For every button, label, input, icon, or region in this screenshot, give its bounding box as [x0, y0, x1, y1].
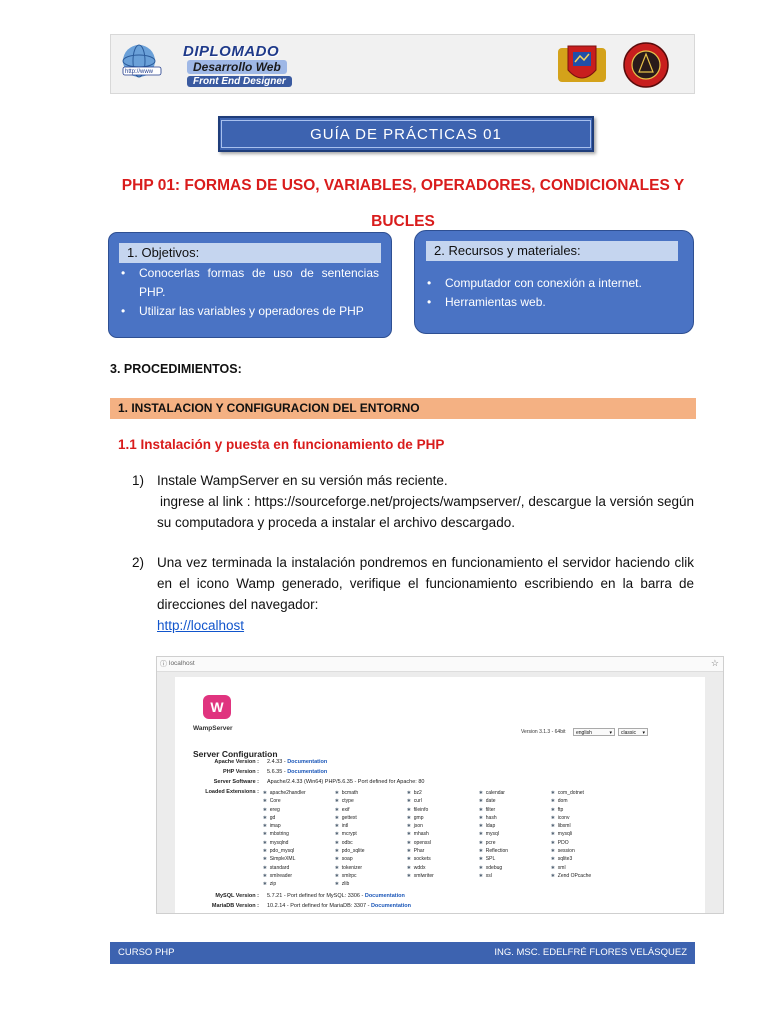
step-text: Instale WampServer en su versión más reciente.	[157, 473, 448, 488]
wampserver-logo-icon: W	[203, 695, 231, 719]
footer-course: CURSO PHP	[118, 947, 175, 958]
extension-column	[263, 789, 335, 889]
list-item: • Herramientas web.	[419, 293, 679, 312]
footer	[110, 942, 695, 964]
extension-item: ✱ apache2handler	[263, 789, 335, 797]
extension-column	[407, 789, 479, 880]
extension-item: ✱ zlib	[335, 880, 407, 888]
address-bar	[157, 657, 723, 672]
extension-item: ✱ Phar	[407, 847, 479, 855]
php-value: 5.6.35 - Documentation	[267, 769, 328, 775]
mysql-label: MySQL Version :	[215, 893, 259, 899]
extension-item: ✱ com_dotnet	[551, 789, 623, 797]
header-line1: DIPLOMADO	[183, 43, 280, 60]
extension-item: ✱ mcrypt	[335, 830, 407, 838]
extension-item: ✱ SimpleXML	[263, 855, 335, 863]
extension-item: ✱ date	[479, 797, 551, 805]
extension-item: ✱ imap	[263, 822, 335, 830]
section-title: 1. INSTALACION Y CONFIGURACION DEL ENTORNO	[118, 401, 420, 415]
extension-item: ✱ fileinfo	[407, 806, 479, 814]
guide-title-box	[218, 116, 594, 152]
step-text: ingrese al link : https://sourceforge.net/projects/wampserver/, descargue la versión según su computadora y proceda a instalar el archivo descargado.	[157, 494, 694, 530]
address-url: localhost	[169, 660, 195, 667]
localhost-link[interactable]: http://localhost	[157, 618, 245, 633]
extension-item: ✱ json	[407, 822, 479, 830]
star-icon: ☆	[710, 658, 719, 668]
version-text: Version 3.1.3 - 64bit	[521, 729, 566, 735]
extension-item: ✱ xdebug	[479, 864, 551, 872]
language-select: english ▾	[573, 728, 615, 736]
extension-item: ✱ xml	[551, 864, 623, 872]
extension-item: ✱ xmlwriter	[407, 872, 479, 880]
subsection-title: 1.1 Instalación y puesta en funcionamiento de PHP	[118, 437, 445, 452]
step-1	[132, 470, 694, 533]
extension-item: ✱ zip	[263, 880, 335, 888]
header-line2: Desarrollo Web	[187, 60, 287, 74]
wampserver-screenshot	[156, 656, 724, 914]
list-item: • Conocerlas formas de uso de sentencias PHP.	[113, 264, 379, 302]
list-item: • Utilizar las variables y operadores de PHP	[113, 302, 379, 321]
php-label: PHP Version :	[223, 769, 259, 775]
extension-column	[335, 789, 407, 889]
footer-author: ING. MSC. EDELFRÉ FLORES VELÁSQUEZ	[494, 947, 687, 958]
extension-item: ✱ mysql	[479, 830, 551, 838]
procedures-heading: 3. PROCEDIMIENTOS:	[110, 362, 242, 376]
list-item: • Computador con conexión a internet.	[419, 274, 679, 293]
university-shield-icon	[558, 40, 606, 90]
extension-item: ✱ ctype	[335, 797, 407, 805]
software-label: Server Software :	[213, 779, 259, 785]
extension-item: ✱ mysqli	[551, 830, 623, 838]
objectives-box	[108, 232, 392, 338]
extension-item: ✱ gd	[263, 814, 335, 822]
guide-title: GUÍA DE PRÁCTICAS 01	[221, 120, 591, 148]
extension-item: ✱ calendar	[479, 789, 551, 797]
step-text: Una vez terminada la instalación pondremos en funcionamiento el servidor haciendo clik en el icono Wamp generado, verifique el funcionamiento escribiendo en la barra de direcciones del navegador:	[157, 555, 694, 612]
wamp-page	[175, 677, 705, 914]
server-config-title: Server Configuration	[193, 749, 278, 759]
extension-item: ✱ standard	[263, 864, 335, 872]
extensions-label: Loaded Extensions :	[205, 789, 259, 795]
extension-item: ✱ SPL	[479, 855, 551, 863]
globe-logo-icon	[119, 41, 163, 85]
extension-item: ✱ gettext	[335, 814, 407, 822]
mysql-value: 5.7.21 - Port defined for MySQL: 3306 - Documentation	[267, 893, 405, 899]
extension-column	[479, 789, 551, 880]
extension-item: ✱ xmlrpc	[335, 872, 407, 880]
extension-item: ✱ filter	[479, 806, 551, 814]
extension-item: ✱ iconv	[551, 814, 623, 822]
extension-column	[551, 789, 623, 880]
extension-item: ✱ pdo_mysql	[263, 847, 335, 855]
extension-item: ✱ sqlite3	[551, 855, 623, 863]
extension-item: ✱ PDO	[551, 839, 623, 847]
extension-item: ✱ pcre	[479, 839, 551, 847]
extension-item: ✱ curl	[407, 797, 479, 805]
extension-item: ✱ session	[551, 847, 623, 855]
step-2	[132, 552, 694, 636]
extension-item: ✱ wddx	[407, 864, 479, 872]
extension-item: ✱ sockets	[407, 855, 479, 863]
extension-item: ✱ Reflection	[479, 847, 551, 855]
main-title-line2: BUCLES	[371, 213, 435, 230]
extension-item: ✱ ftp	[551, 806, 623, 814]
step-number: 2)	[132, 555, 145, 570]
extension-item: ✱ intl	[335, 822, 407, 830]
faculty-seal-icon	[622, 41, 670, 89]
resources-list	[419, 274, 679, 312]
info-icon: ⓘ	[160, 661, 167, 668]
extension-item: ✱ ereg	[263, 806, 335, 814]
header-line3: Front End Designer	[187, 76, 292, 87]
style-select: classic ▾	[618, 728, 648, 736]
extension-item: ✱ hash	[479, 814, 551, 822]
extension-item: ✱ bz2	[407, 789, 479, 797]
extension-item: ✱ bcmath	[335, 789, 407, 797]
extension-item: ✱ odbc	[335, 839, 407, 847]
app-name: WampServer	[193, 725, 233, 732]
extension-item: ✱ xsl	[479, 872, 551, 880]
extension-item: ✱ mbstring	[263, 830, 335, 838]
extension-item: ✱ exif	[335, 806, 407, 814]
extension-item: ✱ xmlreader	[263, 872, 335, 880]
extension-item: ✱ mhash	[407, 830, 479, 838]
extension-item: ✱ mysqlnd	[263, 839, 335, 847]
apache-label: Apache Version :	[214, 759, 259, 765]
mariadb-label: MariaDB Version :	[211, 903, 259, 909]
extension-item: ✱ Core	[263, 797, 335, 805]
step-number: 1)	[132, 473, 145, 488]
main-title-line1: PHP 01: FORMAS DE USO, VARIABLES, OPERADORES, CONDICIONALES Y	[121, 177, 685, 194]
extension-item: ✱ soap	[335, 855, 407, 863]
extension-item: ✱ pdo_sqlite	[335, 847, 407, 855]
objectives-heading: 1. Objetivos:	[119, 243, 381, 263]
software-value: Apache/2.4.33 (Win64) PHP/5.6.35 - Port defined for Apache: 80	[267, 779, 425, 785]
mariadb-value: 10.2.14 - Port defined for MariaDB: 3307 - Documentation	[267, 903, 411, 909]
resources-box	[414, 230, 694, 334]
extension-item: ✱ tokenizer	[335, 864, 407, 872]
extension-item: ✱ openssl	[407, 839, 479, 847]
header-banner	[110, 34, 695, 94]
extension-item: ✱ dom	[551, 797, 623, 805]
extension-item: ✱ libxml	[551, 822, 623, 830]
extension-item: ✱ gmp	[407, 814, 479, 822]
resources-heading: 2. Recursos y materiales:	[426, 241, 678, 261]
section-bar	[110, 398, 696, 419]
apache-value: 2.4.33 - Documentation	[267, 759, 328, 765]
objectives-list	[113, 264, 379, 321]
extension-item: ✱ ldap	[479, 822, 551, 830]
globe-text: http://www	[125, 69, 154, 75]
extension-item: ✱ Zend OPcache	[551, 872, 623, 880]
